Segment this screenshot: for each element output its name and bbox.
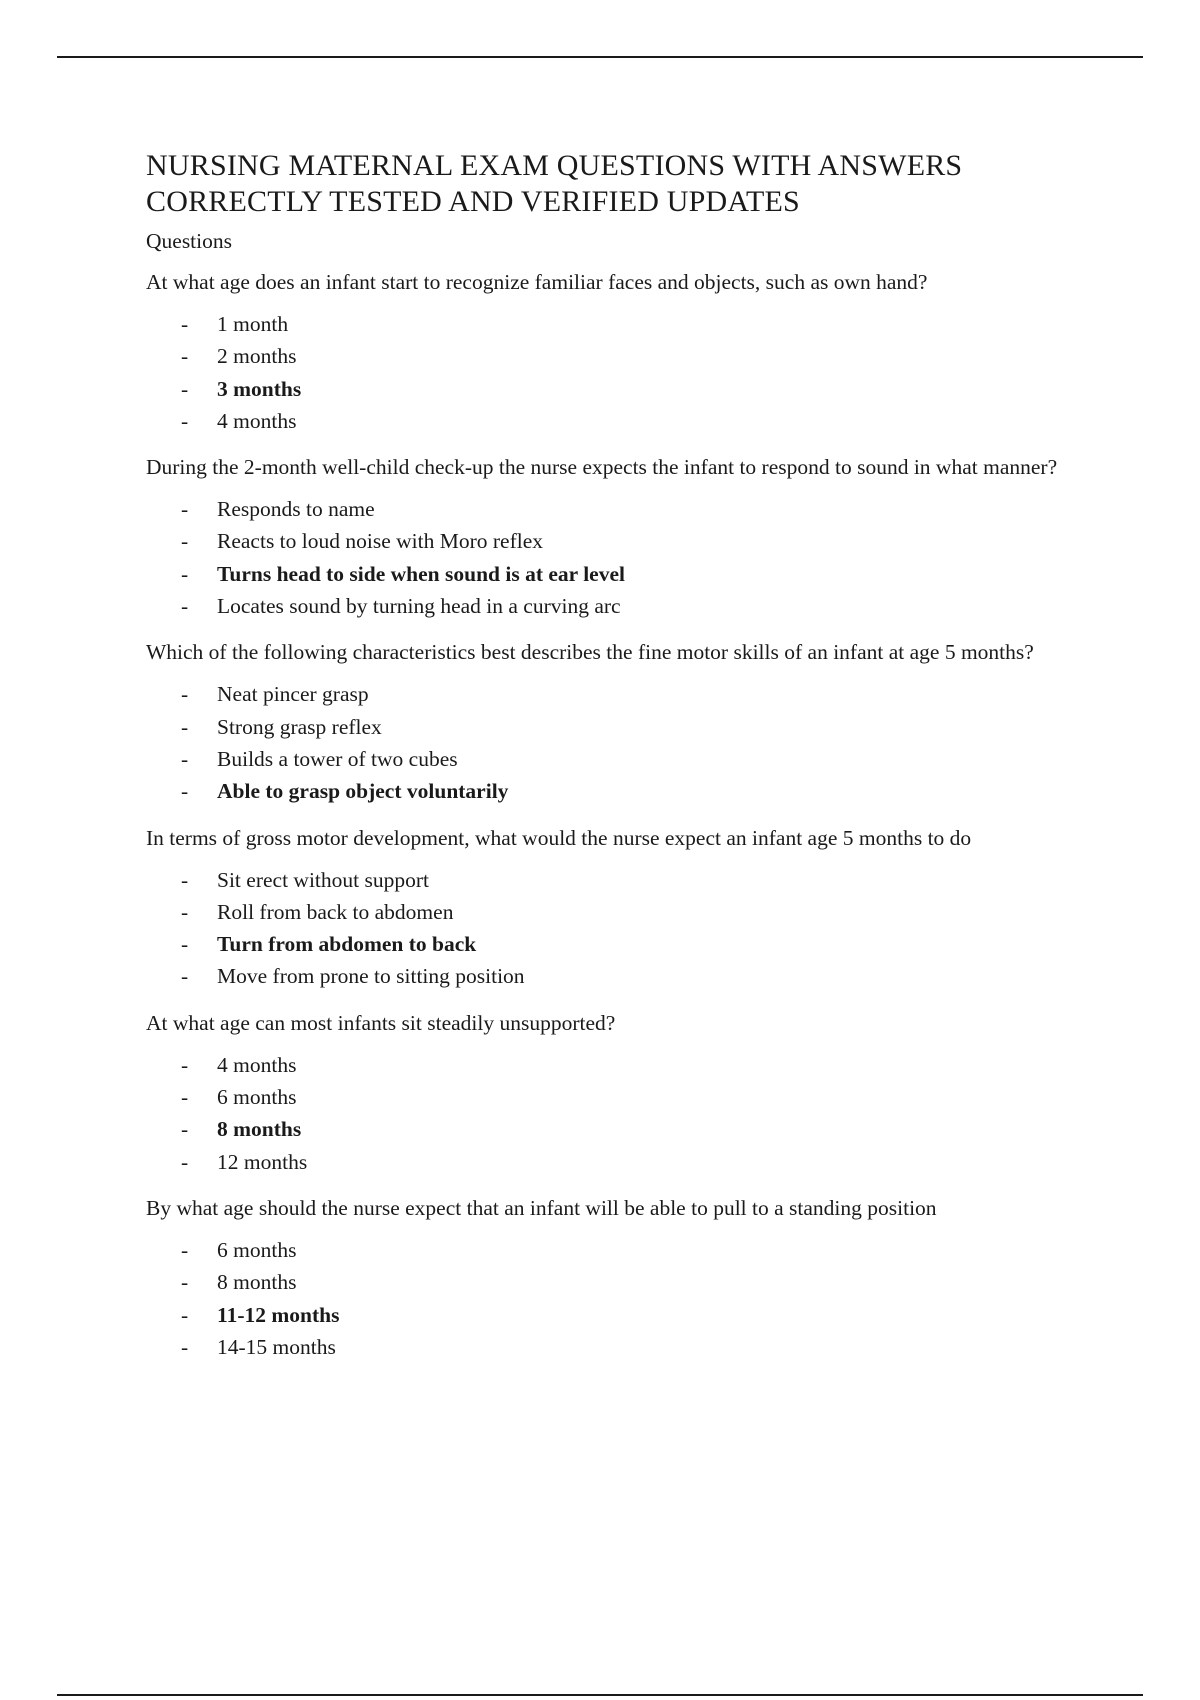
answer-option	[145, 340, 1096, 372]
answer-option-text: 6 months	[217, 1085, 297, 1110]
bullet-dash: -	[181, 497, 189, 522]
answer-option-text: 3 months	[217, 376, 302, 401]
answer-option	[145, 1081, 1096, 1113]
answer-option-text: 14-15 months	[217, 1334, 336, 1359]
answer-option	[145, 960, 1096, 992]
answer-option	[145, 1234, 1096, 1266]
bullet-dash: -	[181, 1052, 189, 1077]
bullet-dash: -	[181, 714, 189, 739]
bullet-dash: -	[181, 344, 189, 369]
answer-option-correct	[145, 775, 1096, 807]
answer-option-correct	[145, 928, 1096, 960]
bullet-dash: -	[181, 561, 189, 586]
answer-option	[145, 1146, 1096, 1178]
bullet-dash: -	[181, 779, 189, 804]
bullet-dash: -	[181, 1302, 189, 1327]
answer-option	[145, 743, 1096, 775]
bullet-dash: -	[181, 867, 189, 892]
answer-option-text: 8 months	[217, 1270, 297, 1295]
answer-option	[145, 1266, 1096, 1298]
question-block-3	[146, 638, 1096, 807]
answer-option-text: 8 months	[217, 1117, 302, 1142]
answer-option	[145, 525, 1096, 557]
answer-option-text: 4 months	[217, 1052, 297, 1077]
answer-option-text: Locates sound by turning head in a curving arc	[217, 594, 621, 619]
question-block-2	[146, 453, 1096, 622]
answer-option	[145, 1049, 1096, 1081]
document-title	[146, 148, 1096, 220]
answer-option	[145, 493, 1096, 525]
answer-option-text: 4 months	[217, 408, 297, 433]
question-text: In terms of gross motor development, what would the nurse expect an infant age 5 months to do	[146, 825, 972, 850]
answer-option	[145, 1331, 1096, 1363]
answer-option-text: Move from prone to sitting position	[217, 964, 525, 989]
answer-options	[146, 1234, 1096, 1363]
document-title-line-1: NURSING MATERNAL EXAM QUESTIONS WITH ANSWERS	[146, 149, 963, 182]
bullet-dash: -	[181, 899, 189, 924]
question-text: During the 2-month well-child check-up the nurse expects the infant to respond to sound in what manner?	[146, 455, 1058, 480]
answer-option-text: 6 months	[217, 1237, 297, 1262]
answer-option-text: Neat pincer grasp	[217, 682, 369, 707]
bullet-dash: -	[181, 408, 189, 433]
answer-option	[145, 864, 1096, 896]
answer-option-correct	[145, 558, 1096, 590]
question-text: Which of the following characteristics best describes the fine motor skills of an infant at age 5 months?	[146, 640, 1034, 665]
bullet-dash: -	[181, 1334, 189, 1359]
section-label: Questions	[146, 229, 232, 253]
question-text: At what age does an infant start to recognize familiar faces and objects, such as own hand?	[146, 270, 928, 294]
question-block-5	[146, 1009, 1096, 1178]
document-body	[146, 148, 1096, 1379]
question-block-6	[146, 1194, 1096, 1363]
answer-option-text: Turns head to side when sound is at ear level	[217, 561, 625, 586]
answer-option	[145, 896, 1096, 928]
answer-option	[145, 590, 1096, 622]
bullet-dash: -	[181, 964, 189, 989]
answer-option-correct	[145, 1299, 1096, 1331]
bullet-dash: -	[181, 746, 189, 771]
answer-option	[145, 405, 1096, 437]
answer-options	[146, 1049, 1096, 1178]
answer-option-text: Sit erect without support	[217, 867, 429, 892]
bullet-dash: -	[181, 932, 189, 957]
question-list	[146, 268, 1096, 1363]
answer-option-text: Strong grasp reflex	[217, 714, 382, 739]
answer-option-correct	[145, 1113, 1096, 1145]
bullet-dash: -	[181, 376, 189, 401]
answer-option-text: Turn from abdomen to back	[217, 932, 477, 957]
answer-option	[145, 308, 1096, 340]
document-title-line-2: CORRECTLY TESTED AND VERIFIED UPDATES	[146, 185, 800, 218]
question-block-4	[146, 824, 1096, 993]
answer-option-correct	[145, 373, 1096, 405]
answer-option-text: Roll from back to abdomen	[217, 899, 454, 924]
question-text: At what age can most infants sit steadily unsupported?	[146, 1010, 616, 1035]
question-block-1	[146, 268, 1096, 437]
answer-option	[145, 678, 1096, 710]
answer-options	[146, 308, 1096, 437]
footer-rule	[57, 1694, 1143, 1696]
answer-option	[145, 711, 1096, 743]
answer-options	[146, 678, 1096, 807]
bullet-dash: -	[181, 1237, 189, 1262]
answer-option-text: 11-12 months	[217, 1302, 340, 1327]
bullet-dash: -	[181, 594, 189, 619]
answer-option-text: Reacts to loud noise with Moro reflex	[217, 529, 544, 554]
bullet-dash: -	[181, 1085, 189, 1110]
bullet-dash: -	[181, 1117, 189, 1142]
bullet-dash: -	[181, 529, 189, 554]
answer-option-text: 1 month	[217, 312, 289, 336]
answer-options	[146, 864, 1096, 993]
answer-option-text: Builds a tower of two cubes	[217, 746, 458, 771]
answer-options	[146, 493, 1096, 622]
answer-option-text: Able to grasp object voluntarily	[217, 779, 509, 804]
header-rule	[57, 56, 1143, 58]
bullet-dash: -	[181, 1270, 189, 1295]
bullet-dash: -	[181, 682, 189, 707]
answer-option-text: 12 months	[217, 1149, 308, 1174]
bullet-dash: -	[181, 1149, 189, 1174]
question-text: By what age should the nurse expect that an infant will be able to pull to a standing position	[146, 1195, 937, 1220]
answer-option-text: 2 months	[217, 344, 297, 369]
bullet-dash: -	[181, 312, 189, 336]
answer-option-text: Responds to name	[217, 497, 375, 522]
